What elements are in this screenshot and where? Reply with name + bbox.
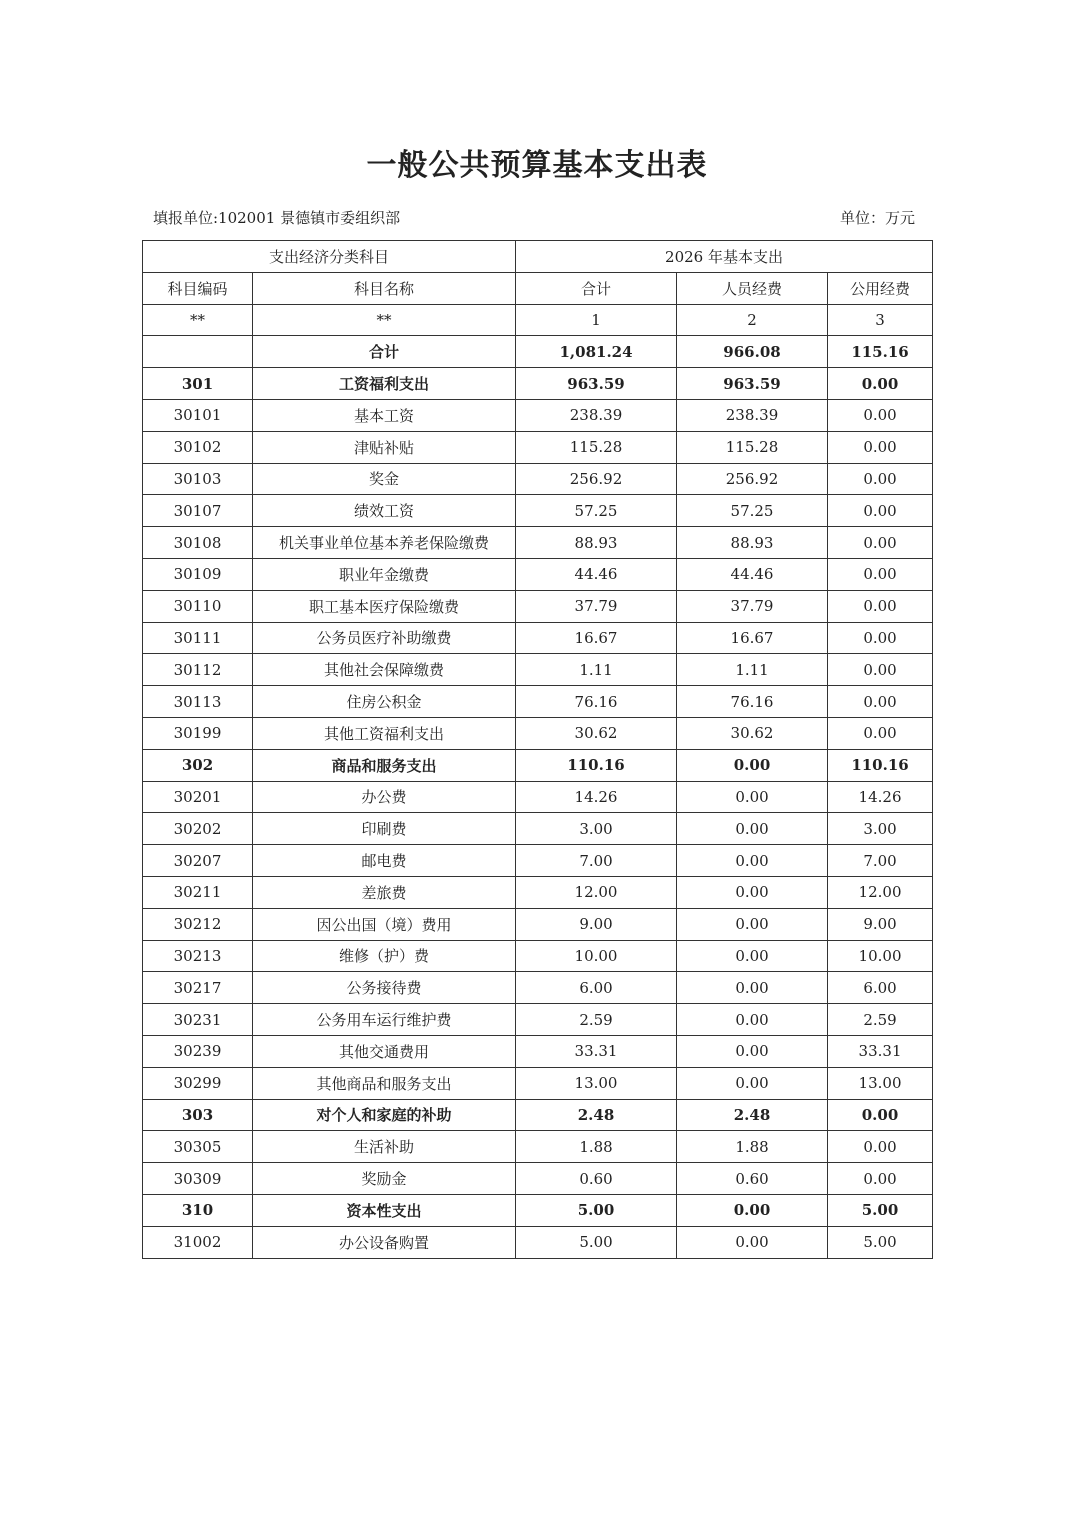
cell-name: 住房公积金 — [253, 686, 516, 718]
cell-code: 30202 — [143, 813, 253, 845]
header-group-right: 2026 年基本支出 — [516, 241, 933, 273]
cell-total: 1.88 — [516, 1131, 677, 1163]
cell-personnel: 0.00 — [677, 781, 828, 813]
cell-personnel: 0.00 — [677, 1194, 828, 1226]
cell-total: 14.26 — [516, 781, 677, 813]
cell-public: 2.59 — [828, 1004, 933, 1036]
table-row — [143, 368, 933, 400]
cell-name: 绩效工资 — [253, 495, 516, 527]
cell-name: 商品和服务支出 — [253, 749, 516, 781]
cell-personnel: 2.48 — [677, 1099, 828, 1131]
table-row — [143, 1067, 933, 1099]
cell-public: 0.00 — [828, 717, 933, 749]
cell-public: 6.00 — [828, 972, 933, 1004]
cell-personnel: 0.00 — [677, 1004, 828, 1036]
cell-total: 16.67 — [516, 622, 677, 654]
cell-personnel: 966.08 — [677, 336, 828, 368]
cell-public: 0.00 — [828, 1131, 933, 1163]
cell-personnel: 37.79 — [677, 590, 828, 622]
cell-personnel: 57.25 — [677, 495, 828, 527]
cell-total: 115.28 — [516, 431, 677, 463]
cell-name: 基本工资 — [253, 399, 516, 431]
index-cell: 3 — [828, 304, 933, 336]
cell-public: 0.00 — [828, 558, 933, 590]
cell-total: 2.48 — [516, 1099, 677, 1131]
table-row — [143, 1035, 933, 1067]
cell-name: 职业年金缴费 — [253, 558, 516, 590]
table-row — [143, 972, 933, 1004]
cell-public: 7.00 — [828, 845, 933, 877]
cell-public: 9.00 — [828, 908, 933, 940]
cell-code: 30110 — [143, 590, 253, 622]
cell-personnel: 44.46 — [677, 558, 828, 590]
column-header-total: 合计 — [516, 272, 677, 304]
cell-name: 公务用车运行维护费 — [253, 1004, 516, 1036]
cell-personnel: 30.62 — [677, 717, 828, 749]
cell-public: 5.00 — [828, 1226, 933, 1258]
cell-code: 30309 — [143, 1163, 253, 1195]
cell-total: 110.16 — [516, 749, 677, 781]
cell-total: 10.00 — [516, 940, 677, 972]
cell-public: 115.16 — [828, 336, 933, 368]
cell-personnel: 88.93 — [677, 527, 828, 559]
column-header-name: 科目名称 — [253, 272, 516, 304]
cell-name: 职工基本医疗保险缴费 — [253, 590, 516, 622]
index-cell: 2 — [677, 304, 828, 336]
cell-personnel: 16.67 — [677, 622, 828, 654]
cell-code: 30111 — [143, 622, 253, 654]
header-columns-row — [143, 272, 933, 304]
cell-name: 资本性支出 — [253, 1194, 516, 1226]
header-group-row — [143, 241, 933, 273]
cell-code: 30299 — [143, 1067, 253, 1099]
table-row — [143, 463, 933, 495]
table-row — [143, 495, 933, 527]
header-group-left: 支出经济分类科目 — [143, 241, 516, 273]
column-header-code: 科目编码 — [143, 272, 253, 304]
cell-total: 30.62 — [516, 717, 677, 749]
index-cell: 1 — [516, 304, 677, 336]
cell-personnel: 0.60 — [677, 1163, 828, 1195]
cell-total: 57.25 — [516, 495, 677, 527]
cell-total: 6.00 — [516, 972, 677, 1004]
cell-total: 256.92 — [516, 463, 677, 495]
cell-name: 差旅费 — [253, 876, 516, 908]
cell-total: 37.79 — [516, 590, 677, 622]
cell-name: 对个人和家庭的补助 — [253, 1099, 516, 1131]
header-index-row — [143, 304, 933, 336]
cell-public: 0.00 — [828, 1099, 933, 1131]
cell-public: 12.00 — [828, 876, 933, 908]
cell-personnel: 0.00 — [677, 1035, 828, 1067]
cell-code: 30213 — [143, 940, 253, 972]
cell-total: 88.93 — [516, 527, 677, 559]
cell-personnel: 963.59 — [677, 368, 828, 400]
table-row — [143, 1131, 933, 1163]
cell-personnel: 238.39 — [677, 399, 828, 431]
table-row — [143, 813, 933, 845]
cell-code: 303 — [143, 1099, 253, 1131]
cell-code: 30113 — [143, 686, 253, 718]
cell-code: 30112 — [143, 654, 253, 686]
cell-public: 0.00 — [828, 654, 933, 686]
cell-personnel: 0.00 — [677, 845, 828, 877]
table-row — [143, 590, 933, 622]
index-cell: ** — [143, 304, 253, 336]
cell-personnel: 0.00 — [677, 813, 828, 845]
table-row — [143, 717, 933, 749]
table-row — [143, 622, 933, 654]
cell-code: 30109 — [143, 558, 253, 590]
table-row — [143, 527, 933, 559]
cell-code: 30239 — [143, 1035, 253, 1067]
cell-name: 印刷费 — [253, 813, 516, 845]
cell-code: 30107 — [143, 495, 253, 527]
cell-name: 工资福利支出 — [253, 368, 516, 400]
cell-total: 1.11 — [516, 654, 677, 686]
cell-total: 1,081.24 — [516, 336, 677, 368]
cell-personnel: 0.00 — [677, 1067, 828, 1099]
cell-public: 13.00 — [828, 1067, 933, 1099]
cell-personnel: 1.11 — [677, 654, 828, 686]
cell-personnel: 0.00 — [677, 972, 828, 1004]
cell-public: 0.00 — [828, 590, 933, 622]
table-row — [143, 749, 933, 781]
cell-personnel: 1.88 — [677, 1131, 828, 1163]
cell-name: 其他商品和服务支出 — [253, 1067, 516, 1099]
cell-name: 其他工资福利支出 — [253, 717, 516, 749]
cell-total: 963.59 — [516, 368, 677, 400]
cell-personnel: 256.92 — [677, 463, 828, 495]
cell-total: 3.00 — [516, 813, 677, 845]
cell-name: 因公出国（境）费用 — [253, 908, 516, 940]
cell-code: 30305 — [143, 1131, 253, 1163]
cell-total: 13.00 — [516, 1067, 677, 1099]
cell-name: 奖金 — [253, 463, 516, 495]
cell-public: 33.31 — [828, 1035, 933, 1067]
cell-personnel: 0.00 — [677, 1226, 828, 1258]
cell-name: 其他社会保障缴费 — [253, 654, 516, 686]
table-row — [143, 686, 933, 718]
cell-code: 30103 — [143, 463, 253, 495]
cell-name: 其他交通费用 — [253, 1035, 516, 1067]
table-row — [143, 781, 933, 813]
cell-name: 奖励金 — [253, 1163, 516, 1195]
column-header-public: 公用经费 — [828, 272, 933, 304]
cell-public: 110.16 — [828, 749, 933, 781]
cell-total: 44.46 — [516, 558, 677, 590]
cell-name: 合计 — [253, 336, 516, 368]
cell-personnel: 76.16 — [677, 686, 828, 718]
cell-code: 30199 — [143, 717, 253, 749]
cell-total: 76.16 — [516, 686, 677, 718]
reporting-unit: 填报单位:102001 景德镇市委组织部 — [153, 209, 401, 227]
table-row — [143, 1226, 933, 1258]
index-cell: ** — [253, 304, 516, 336]
cell-code: 30211 — [143, 876, 253, 908]
table-row — [143, 1099, 933, 1131]
cell-total: 7.00 — [516, 845, 677, 877]
cell-total: 12.00 — [516, 876, 677, 908]
budget-table — [142, 240, 933, 1259]
cell-code — [143, 336, 253, 368]
table-body — [143, 336, 933, 1258]
cell-public: 5.00 — [828, 1194, 933, 1226]
cell-code: 30201 — [143, 781, 253, 813]
cell-personnel: 115.28 — [677, 431, 828, 463]
cell-name: 公务员医疗补助缴费 — [253, 622, 516, 654]
cell-name: 维修（护）费 — [253, 940, 516, 972]
cell-personnel: 0.00 — [677, 876, 828, 908]
table-row — [143, 654, 933, 686]
cell-code: 30207 — [143, 845, 253, 877]
cell-code: 302 — [143, 749, 253, 781]
cell-personnel: 0.00 — [677, 940, 828, 972]
table-row — [143, 431, 933, 463]
cell-code: 30231 — [143, 1004, 253, 1036]
cell-code: 30212 — [143, 908, 253, 940]
cell-total: 5.00 — [516, 1194, 677, 1226]
table-row — [143, 399, 933, 431]
cell-name: 办公设备购置 — [253, 1226, 516, 1258]
table-row — [143, 558, 933, 590]
cell-name: 公务接待费 — [253, 972, 516, 1004]
cell-personnel: 0.00 — [677, 749, 828, 781]
cell-name: 办公费 — [253, 781, 516, 813]
table-row — [143, 1004, 933, 1036]
cell-total: 33.31 — [516, 1035, 677, 1067]
table-row — [143, 1163, 933, 1195]
cell-total: 0.60 — [516, 1163, 677, 1195]
cell-total: 5.00 — [516, 1226, 677, 1258]
cell-name: 津贴补贴 — [253, 431, 516, 463]
cell-public: 0.00 — [828, 399, 933, 431]
cell-name: 生活补助 — [253, 1131, 516, 1163]
cell-total: 2.59 — [516, 1004, 677, 1036]
column-header-personnel: 人员经费 — [677, 272, 828, 304]
cell-public: 0.00 — [828, 368, 933, 400]
page-title: 一般公共预算基本支出表 — [366, 148, 708, 183]
cell-public: 0.00 — [828, 622, 933, 654]
cell-code: 31002 — [143, 1226, 253, 1258]
cell-public: 14.26 — [828, 781, 933, 813]
cell-name: 机关事业单位基本养老保险缴费 — [253, 527, 516, 559]
cell-total: 238.39 — [516, 399, 677, 431]
cell-name: 邮电费 — [253, 845, 516, 877]
cell-public: 0.00 — [828, 495, 933, 527]
cell-code: 30217 — [143, 972, 253, 1004]
cell-code: 30101 — [143, 399, 253, 431]
cell-public: 3.00 — [828, 813, 933, 845]
table-row — [143, 845, 933, 877]
cell-code: 301 — [143, 368, 253, 400]
cell-personnel: 0.00 — [677, 908, 828, 940]
cell-public: 0.00 — [828, 686, 933, 718]
cell-code: 30108 — [143, 527, 253, 559]
cell-public: 0.00 — [828, 463, 933, 495]
cell-public: 10.00 — [828, 940, 933, 972]
table-row — [143, 1194, 933, 1226]
currency-unit: 单位：万元 — [840, 209, 916, 227]
table-row — [143, 940, 933, 972]
cell-public: 0.00 — [828, 527, 933, 559]
table-row — [143, 876, 933, 908]
cell-public: 0.00 — [828, 431, 933, 463]
cell-code: 30102 — [143, 431, 253, 463]
cell-total: 9.00 — [516, 908, 677, 940]
cell-public: 0.00 — [828, 1163, 933, 1195]
table-row — [143, 336, 933, 368]
table-row — [143, 908, 933, 940]
cell-code: 310 — [143, 1194, 253, 1226]
